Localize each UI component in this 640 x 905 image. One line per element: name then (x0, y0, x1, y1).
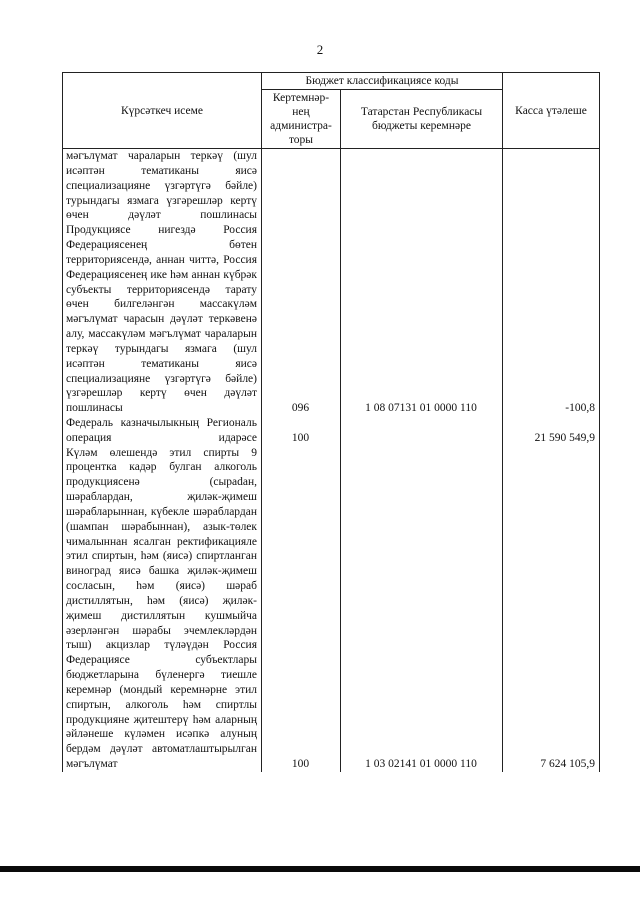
header-cash-execution: Касса үтәлеше (503, 73, 600, 149)
page-number: 2 (316, 42, 324, 57)
row-admin: 096 (262, 223, 341, 416)
header-indicator-name: Күрсәткеч исеме (63, 73, 262, 149)
row-code (341, 416, 503, 446)
header-budget-codes: Бюджет классификациясе коды (262, 73, 503, 90)
row-code: 1 08 07131 01 0000 110 (341, 223, 503, 416)
row-admin: 100 (262, 446, 341, 772)
header-revenue-code: Татарстан Республикасы бюджеты керемнәре (341, 90, 503, 149)
table-row (63, 416, 600, 446)
row-amount: 7 624 105,9 (503, 446, 600, 772)
row-amount: -100,8 (503, 223, 600, 416)
row-name: мәгълүмат чараларын теркәү (шул исәптән тематиканы яисә специализацияне үзгәртүгә бәйле) турындагы язмага үзгәрешләр кертү өчен дәүләт пошлинасы (63, 149, 262, 224)
table-row (63, 446, 600, 772)
row-amount (503, 149, 600, 224)
row-name: Продукциясе нигездә Россия Федерациясенең бөтен территориясендә, аннан читтә, Россия Федерациясенең ике һәм аннан күбрәк субъекты территориясендә тарату өчен билгеләнгән массакүләм мәгълүмат чарасын дәүләт теркәвенә алу, массакүләм мәгълүмат чараларын теркәү турындагы язмага (шул исәптән тематиканы яисә специализацияне үзгәртүгә бәйле) үзгәрешләр кертү өчен дәүләт пошлинасы (63, 223, 262, 416)
scan-bottom-edge (0, 866, 640, 872)
table-row (63, 149, 600, 224)
row-name: Федераль казначылыкның Региональ операция идарәсе (63, 416, 262, 446)
header-revenue-administrator: Кертемнәр-нең администра-торы (262, 90, 341, 149)
row-code: 1 03 02141 01 0000 110 (341, 446, 503, 772)
table-row (63, 223, 600, 416)
budget-table (62, 72, 600, 772)
row-admin: 100 (262, 416, 341, 446)
row-admin (262, 149, 341, 224)
header-row-top (63, 73, 600, 90)
row-amount: 21 590 549,9 (503, 416, 600, 446)
row-code (341, 149, 503, 224)
row-name: Күләм өлешендә этил спирты 9 процентка кадәр булган алкоголь продукциясенә (сыраdан, шәраблардан, җиләк-җимеш шәрабларыннан, күбекле шәраблардан (шампан шәрабыннан), азык-төлек чималыннан ясалган ректификацияле этил спиртын, һәм (яисә) спиртланган виноград яисә башка җиләк-җимеш сосласын, һәм (яисә) шәраб дистиллятын, һәм (яисә) җиләк-җимеш дистиллятын кушмыйча әзерләнгән шәрабы эчемлекләрдән тыш) акцизлар түләүдән Россия Федерациясе субъектлары бюджетларына бүленергә тиешле керемнәр (мондый керемнәрне этил спиртын, алкоголь һәм спиртлы продукцияне җитештерү һәм аларның әйләнеше күләмен исәпкә алуның бердәм дәүләт автоматлаштырылган мәгълүмат (63, 446, 262, 772)
